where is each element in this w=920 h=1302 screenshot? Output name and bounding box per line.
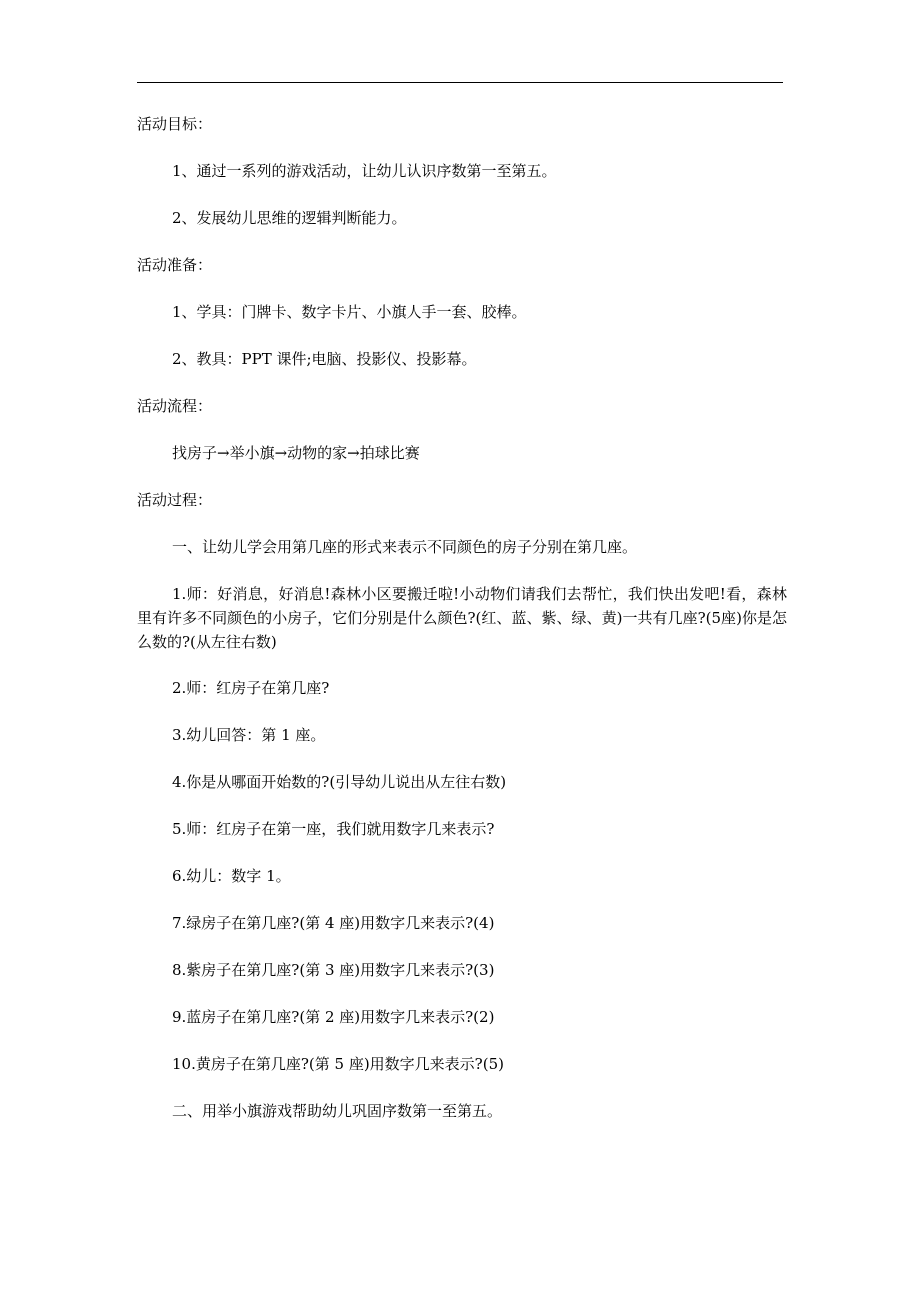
process-step-2: 2.师：红房子在第几座?: [172, 679, 330, 697]
heading-activity-flow: 活动流程：: [137, 397, 213, 415]
flow-sequence: 找房子→举小旗→动物的家→拍球比赛: [172, 444, 420, 462]
header-rule: [137, 82, 783, 83]
heading-activity-preparation: 活动准备：: [137, 256, 213, 274]
process-step-6: 6.幼儿：数字 1。: [172, 867, 291, 885]
process-step-1: 1.师：好消息，好消息!森林小区要搬迁啦!小动物们请我们去帮忙，我们快出发吧!看，森林里有许多不同颜色的小房子，它们分别是什么颜色?(红、蓝、紫、绿、黄)一共有几座?(5座)你是怎么数的?(从左往右数): [137, 585, 787, 651]
process-step-8: 8.紫房子在第几座?(第 3 座)用数字几来表示?(3): [172, 961, 495, 979]
process-step-3: 3.幼儿回答：第 1 座。: [172, 726, 326, 744]
process-step-4: 4.你是从哪面开始数的?(引导幼儿说出从左往右数): [172, 773, 507, 791]
prep-item-1: 1、学具：门牌卡、数字卡片、小旗人手一套、胶棒。: [172, 303, 527, 321]
heading-activity-goal: 活动目标：: [137, 115, 213, 133]
goal-item-1: 1、通过一系列的游戏活动，让幼儿认识序数第一至第五。: [172, 162, 557, 180]
goal-item-2: 2、发展幼儿思维的逻辑判断能力。: [172, 209, 407, 227]
section-heading-1: 一、让幼儿学会用第几座的形式来表示不同颜色的房子分别在第几座。: [172, 538, 638, 556]
process-step-10: 10.黄房子在第几座?(第 5 座)用数字几来表示?(5): [172, 1055, 504, 1073]
section-heading-2: 二、用举小旗游戏帮助幼儿巩固序数第一至第五。: [172, 1102, 503, 1120]
process-step-7: 7.绿房子在第几座?(第 4 座)用数字几来表示?(4): [172, 914, 495, 932]
process-step-5: 5.师：红房子在第一座，我们就用数字几来表示?: [172, 820, 495, 838]
prep-item-2: 2、教具：PPT 课件;电脑、投影仪、投影幕。: [172, 350, 477, 368]
process-step-9: 9.蓝房子在第几座?(第 2 座)用数字几来表示?(2): [172, 1008, 495, 1026]
heading-activity-process: 活动过程：: [137, 491, 213, 509]
